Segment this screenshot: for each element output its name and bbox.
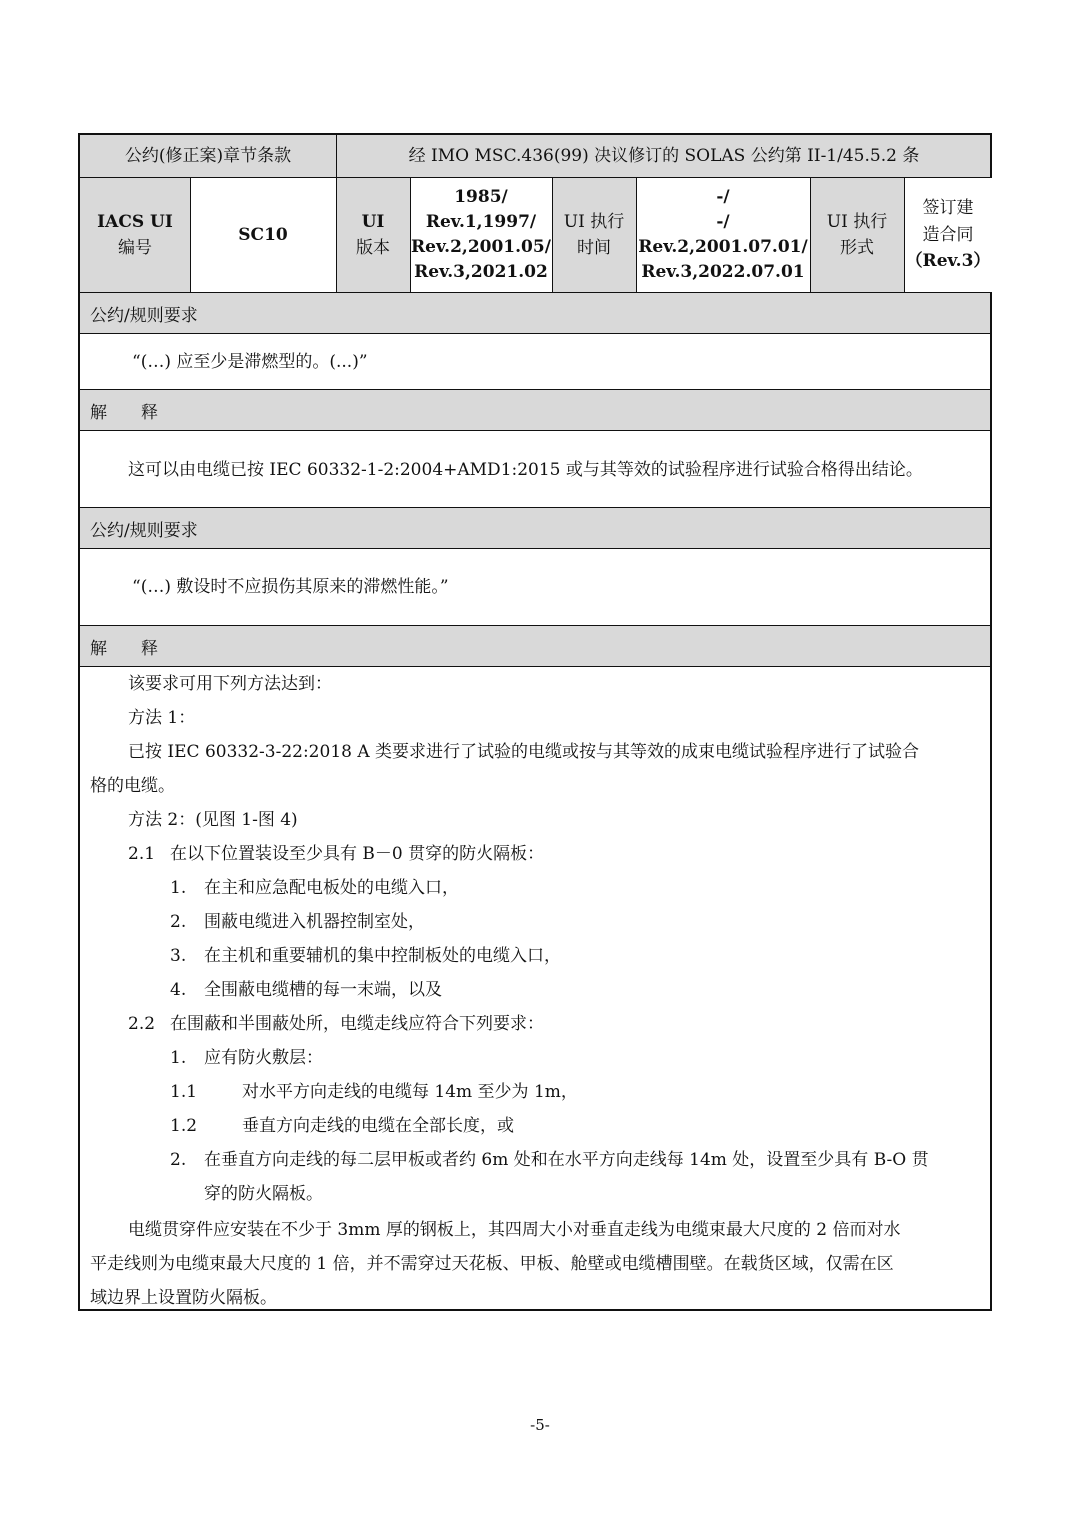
interpretation-2-header <box>80 626 990 666</box>
item-2-2-text: 在围蔽和半围蔽处所，电缆走线应符合下列要求： <box>170 1014 544 1034</box>
item-2-1-4-number: 4. <box>170 980 187 1000</box>
item-2-2-2-text-line2: 穿的防火隔板。 <box>204 1184 323 1204</box>
item-1-2-text: 垂直方向走线的电缆在全部长度，或 <box>242 1116 514 1136</box>
item-2-1-1-number: 1. <box>170 878 187 898</box>
exec-time-label: UI 执行 时间 <box>563 211 625 258</box>
ui-number-value: SC10 <box>190 178 336 292</box>
requirement-1-text: “(…) 应至少是滞燃型的。(...)” <box>132 352 368 372</box>
regulation-table <box>78 133 992 1311</box>
interpretation-1-title: 解 释 <box>90 403 158 423</box>
item-1-1-text: 对水平方向走线的电缆每 14m 至少为 1m， <box>242 1082 578 1102</box>
clause-row <box>80 135 990 177</box>
final-paragraph-line3: 域边界上设置防火隔板。 <box>90 1288 277 1308</box>
method-2-title: 方法 2：(见图 1-图 4) <box>128 810 298 830</box>
item-2-1-3-number: 3. <box>170 946 187 966</box>
item-2-2-1-text: 应有防火敷层： <box>204 1048 323 1068</box>
item-2-1-1-text: 在主和应急配电板处的电缆入口， <box>204 878 459 898</box>
clause-label: 公约(修正案)章节条款 <box>124 145 292 166</box>
interp2-intro: 该要求可用下列方法达到： <box>128 674 332 694</box>
item-2-1-text: 在以下位置装设至少具有 B－0 贯穿的防火隔板： <box>170 844 545 864</box>
item-2-2-2-number: 2. <box>170 1150 187 1170</box>
requirement-2-text: “(…) 敷设时不应损伤其原来的滞燃性能。” <box>132 577 449 597</box>
ui-version-label: UI 版本 <box>356 211 390 258</box>
interpretation-1-header <box>80 390 990 430</box>
requirement-2-header <box>80 508 990 548</box>
meta-row <box>80 178 990 292</box>
final-paragraph-line2: 平走线则为电缆束最大尺度的 1 倍，并不需穿过天花板、甲板、舱壁或电缆槽围壁。在载货区域，仅需在区 <box>90 1254 894 1274</box>
item-2-2-1-number: 1. <box>170 1048 187 1068</box>
exec-time-value: -/ -/ Rev.2,2001.07.01/ Rev.3,2022.07.01 <box>636 178 810 292</box>
item-2-1-2-text: 围蔽电缆进入机器控制室处， <box>204 912 425 932</box>
item-1-2-number: 1.2 <box>170 1116 198 1136</box>
interpretation-1-text: 这可以由电缆已按 IEC 60332-1-2:2004+AMD1:2015 或与其等效的试验程序进行试验合格得出结论。 <box>128 460 923 480</box>
interpretation-2-title: 解 释 <box>90 639 158 659</box>
exec-form-label: UI 执行 形式 <box>826 211 888 258</box>
exec-form-value: 签订建 造合同 （Rev.3） <box>904 178 992 292</box>
final-paragraph-line1: 电缆贯穿件应安装在不少于 3mm 厚的钢板上，其四周大小对垂直走线为电缆束最大尺度的 2 倍而对水 <box>128 1220 901 1240</box>
item-2-2-number: 2.2 <box>128 1014 156 1034</box>
ui-version-value: 1985/ Rev.1,1997/ Rev.2,2001.05/ Rev.3,2021.02 <box>410 178 552 292</box>
requirement-2-title: 公约/规则要求 <box>90 521 198 541</box>
method-1-title: 方法 1： <box>128 708 196 728</box>
clause-value: 经 IMO MSC.436(99) 决议修订的 SOLAS 公约第 II-1/45.5.2 条 <box>408 145 920 166</box>
item-2-1-number: 2.1 <box>128 844 156 864</box>
item-2-1-2-number: 2. <box>170 912 187 932</box>
item-1-1-number: 1.1 <box>170 1082 198 1102</box>
method-1-text-line1: 已按 IEC 60332-3-22:2018 A 类要求进行了试验的电缆或按与其等效的成束电缆试验程序进行了试验合 <box>128 742 920 762</box>
item-2-2-2-text-line1: 在垂直方向走线的每二层甲板或者约 6m 处和在水平方向走线每 14m 处，设置至少具有 B-O 贯 <box>204 1150 929 1170</box>
item-2-1-4-text: 全围蔽电缆槽的每一末端，以及 <box>204 980 442 1000</box>
item-2-1-3-text: 在主机和重要辅机的集中控制板处的电缆入口， <box>204 946 561 966</box>
ui-number-label: IACS UI 编号 <box>97 211 173 258</box>
requirement-1-title: 公约/规则要求 <box>90 306 198 326</box>
page-number: -5- <box>530 1416 550 1434</box>
method-1-text-line2: 格的电缆。 <box>90 776 175 796</box>
requirement-1-header <box>80 293 990 333</box>
